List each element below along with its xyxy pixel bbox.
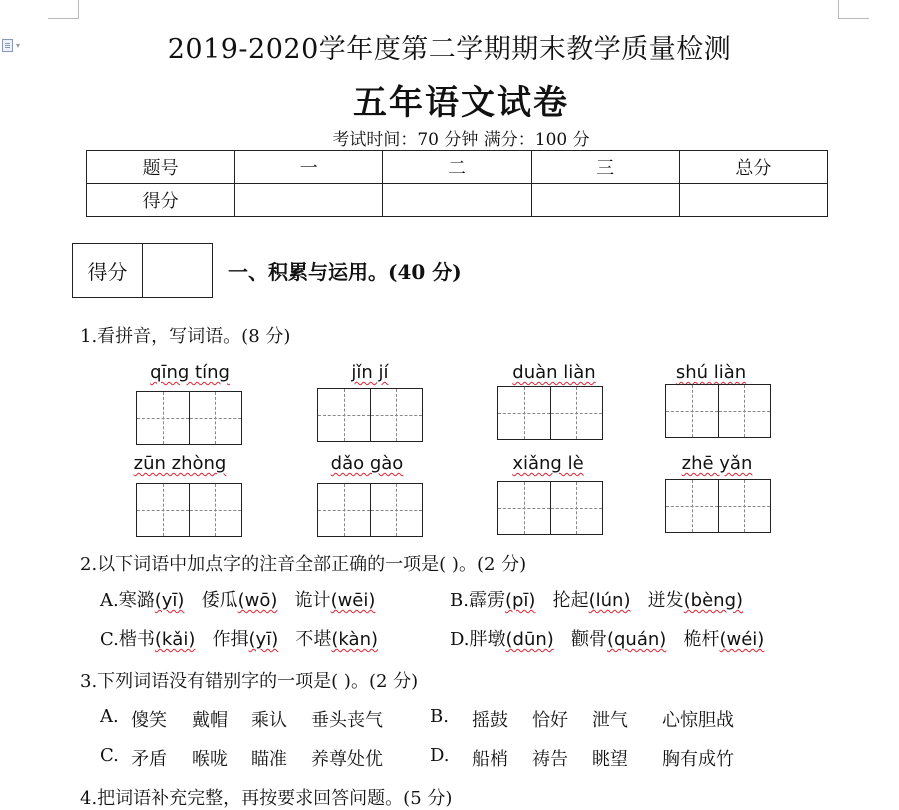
question-3: 3.下列词语没有错别字的一项是( )。(2 分) — [80, 671, 419, 692]
q2-option-c: C.楷书(kǎi) 作揖(yī) 不堪(kàn) — [100, 629, 378, 650]
q2-option-a: A.寒潞(yī) 倭瓜(wō) 诡计(wēi) — [100, 590, 376, 611]
page-corner-mark-left — [48, 0, 79, 19]
q3-word: 养尊处优 — [311, 749, 383, 770]
score-cell: 二 — [383, 151, 531, 184]
score-table — [86, 150, 828, 217]
exam-subtitle: 五年语文试卷 — [353, 83, 569, 123]
q3-word: 瞄准 — [251, 749, 287, 770]
score-cell: 一 — [235, 151, 383, 184]
tianzige-grid — [317, 388, 423, 442]
tianzige-grid — [497, 481, 603, 535]
score-cell — [531, 184, 679, 217]
page-corner-mark-right — [838, 0, 869, 19]
q3-word: 矛盾 — [131, 749, 167, 770]
tianzige-grid — [497, 386, 603, 440]
score-cell — [235, 184, 383, 217]
score-cell: 题号 — [87, 151, 235, 184]
q3-word: 祷告 — [532, 749, 568, 770]
section-score-box — [72, 243, 213, 298]
score-table-value-row — [87, 184, 828, 217]
q3-word: 心惊胆战 — [662, 710, 734, 731]
question-4: 4.把词语补充完整，再按要求回答问题。(5 分) — [80, 788, 453, 809]
score-cell — [383, 184, 531, 217]
pinyin-label: duàn liàn — [512, 362, 596, 383]
pinyin-label: zūn zhòng — [133, 453, 227, 474]
q3-word: 戴帽 — [192, 710, 228, 731]
document-icon[interactable]: ▾ — [2, 38, 30, 52]
tianzige-grid — [665, 479, 771, 533]
section-score-label: 得分 — [73, 244, 143, 297]
score-cell: 得分 — [87, 184, 235, 217]
pinyin-label: zhē yǎn — [681, 453, 753, 474]
tianzige-grid — [136, 483, 242, 537]
exam-meta: 考试时间：70 分钟 满分：100 分 — [332, 130, 590, 150]
score-cell: 总分 — [679, 151, 827, 184]
tianzige-grid — [136, 391, 242, 445]
q3-word: 恰好 — [532, 710, 568, 731]
section-score-blank — [143, 244, 212, 297]
q3-word: 垂头丧气 — [311, 710, 383, 731]
q3-word: 胸有成竹 — [662, 749, 734, 770]
pinyin-label: shú liàn — [675, 362, 747, 383]
pinyin-label: dǎo gào — [330, 453, 404, 474]
question-2: 2.以下词语中加点字的注音全部正确的一项是( )。(2 分) — [80, 554, 527, 575]
q3-word: 喉咙 — [192, 749, 228, 770]
q3-word: 船梢 — [472, 749, 508, 770]
pinyin-label: qīng tíng — [150, 362, 230, 383]
score-cell — [679, 184, 827, 217]
exam-title: 2019-2020学年度第二学期期末教学质量检测 — [167, 34, 732, 65]
tianzige-grid — [317, 483, 423, 537]
score-table-header-row — [87, 151, 828, 184]
pinyin-label: jǐn jí — [351, 362, 389, 383]
q2-option-d: D.胖墩(dūn) 颧骨(quán) 桅杆(wéi) — [450, 629, 765, 650]
score-cell: 三 — [531, 151, 679, 184]
pinyin-label: xiǎng lè — [512, 453, 584, 474]
q3-option-c-label: C. — [100, 745, 119, 766]
q3-word: 乘认 — [251, 710, 287, 731]
tianzige-grid — [665, 384, 771, 438]
q3-option-a-label: A. — [100, 706, 119, 727]
q3-word: 摇鼓 — [472, 710, 508, 731]
q3-word: 眺望 — [592, 749, 628, 770]
section-title: 一、积累与运用。(40 分) — [228, 260, 462, 284]
q3-word: 泄气 — [592, 710, 628, 731]
question-1: 1.看拼音，写词语。(8 分) — [80, 326, 291, 347]
q3-option-b-label: B. — [430, 706, 449, 727]
q3-option-d-label: D. — [430, 745, 450, 766]
q3-word: 傻笑 — [131, 710, 167, 731]
q2-option-b: B.霹雳(pī) 抡起(lún) 迸发(bèng) — [450, 590, 744, 611]
